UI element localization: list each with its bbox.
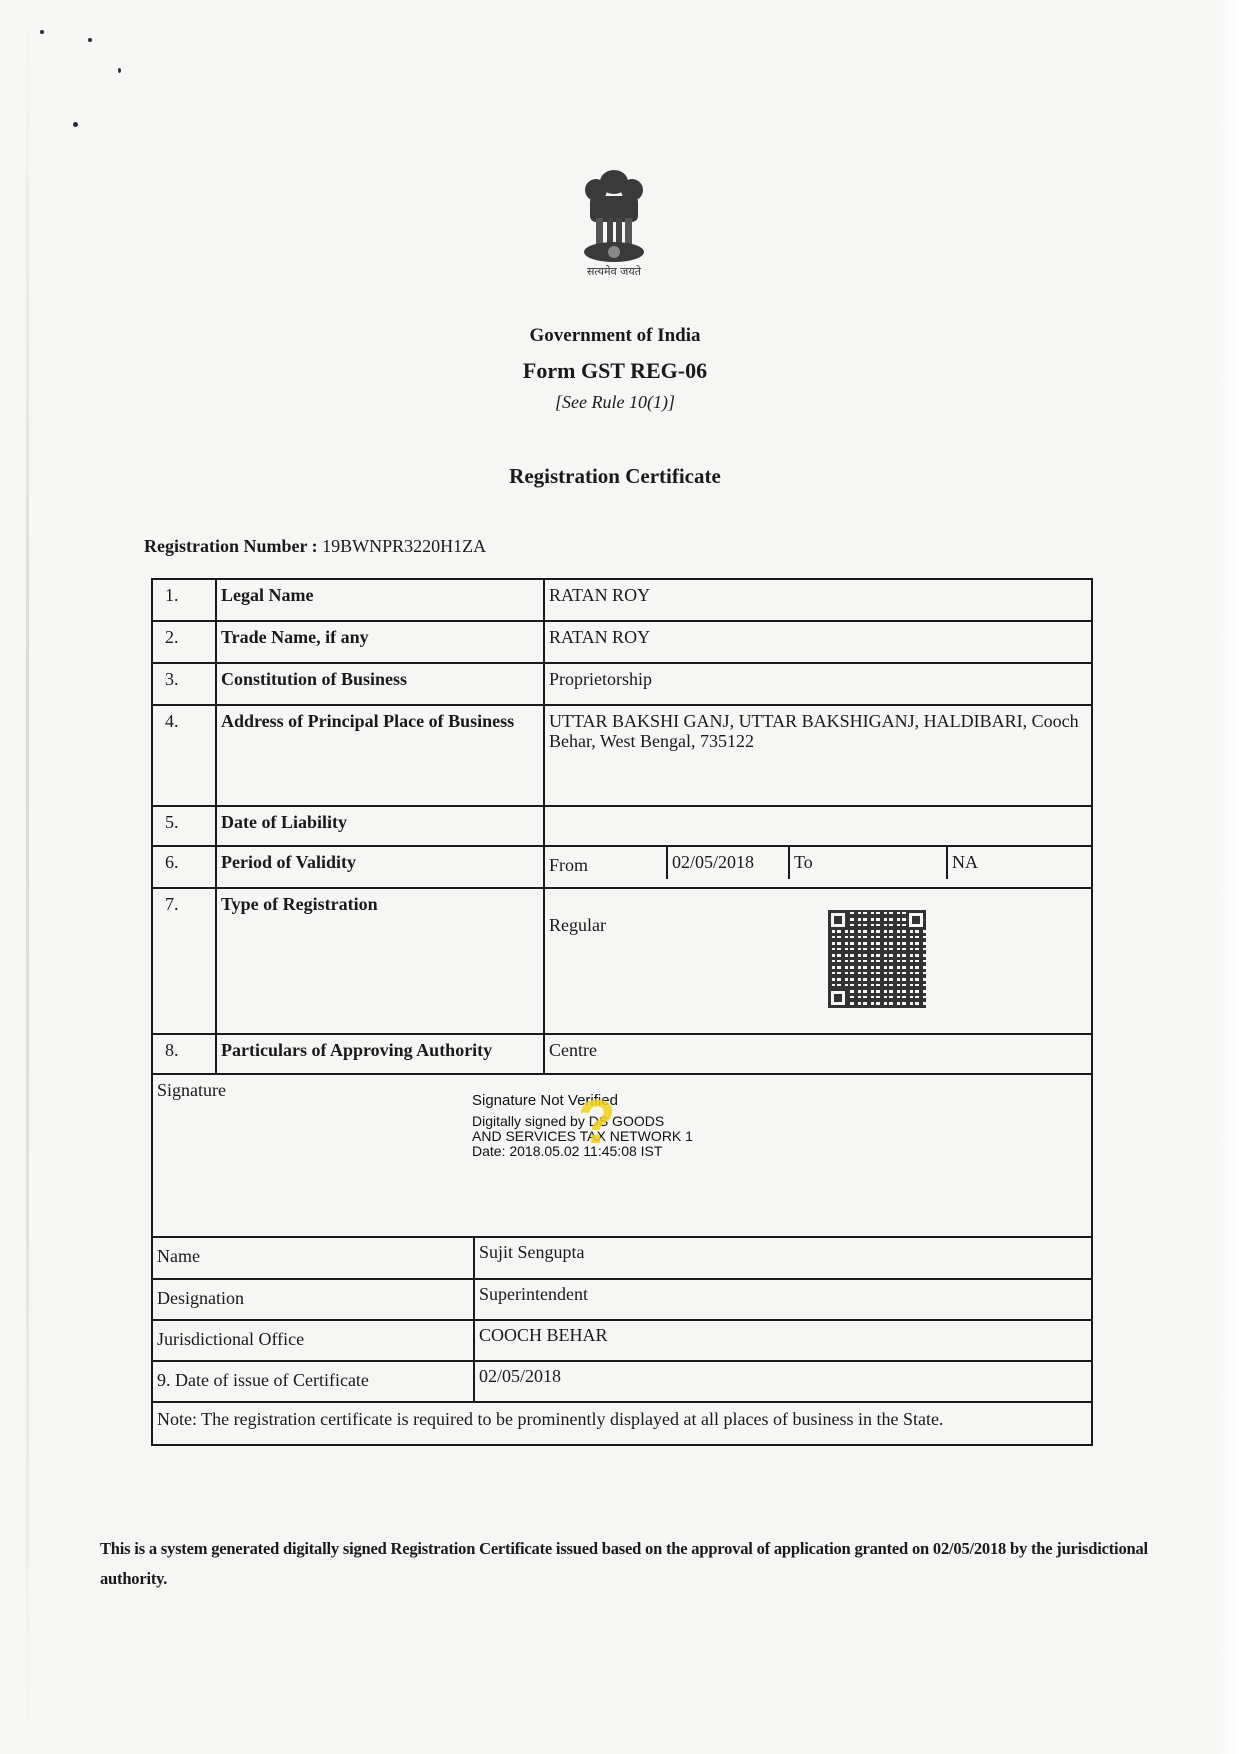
field-value: Proprietorship bbox=[544, 663, 1092, 705]
from-value: 02/05/2018 bbox=[667, 847, 789, 879]
field-label: Type of Registration bbox=[216, 888, 544, 1034]
field-label: Address of Principal Place of Business bbox=[216, 705, 544, 806]
row-number: 6. bbox=[152, 846, 216, 888]
note-text: Note: The registration certificate is required to be prominently displayed at all places of business in the State. bbox=[157, 1409, 944, 1429]
field-label: Date of Liability bbox=[216, 806, 544, 846]
table-row bbox=[152, 846, 1092, 888]
officer-value: Sujit Sengupta bbox=[474, 1238, 1091, 1279]
government-heading: Government of India bbox=[529, 325, 701, 346]
field-value: Regular bbox=[544, 888, 1092, 1034]
officer-table bbox=[153, 1238, 1091, 1444]
registration-number-value: 19BWNPR3220H1ZA bbox=[322, 536, 487, 556]
officer-label: Jurisdictional Office bbox=[153, 1320, 474, 1361]
table-row bbox=[152, 663, 1092, 705]
officer-label: 9. Date of issue of Certificate bbox=[153, 1361, 474, 1402]
row-number: 4. bbox=[152, 705, 216, 806]
to-value: NA bbox=[947, 847, 1091, 879]
signature-signer-line1: Digitally signed by DS GOODS bbox=[472, 1113, 665, 1129]
table-row bbox=[152, 888, 1092, 1034]
national-emblem-icon bbox=[574, 160, 654, 280]
signature-date: Date: 2018.05.02 11:45:08 IST bbox=[472, 1143, 663, 1159]
signature-signer-line2: AND SERVICES TAX NETWORK 1 bbox=[472, 1128, 693, 1144]
officer-label: Name bbox=[153, 1238, 474, 1279]
validity-cell bbox=[544, 846, 1092, 888]
officer-value: 02/05/2018 bbox=[474, 1361, 1091, 1402]
note-row bbox=[153, 1402, 1091, 1444]
table-row bbox=[152, 621, 1092, 663]
officer-value: Superintendent bbox=[474, 1279, 1091, 1320]
row-number: 2. bbox=[152, 621, 216, 663]
table-row bbox=[152, 1034, 1092, 1074]
officer-row bbox=[153, 1279, 1091, 1320]
signature-status: Signature Not Verified bbox=[472, 1092, 618, 1109]
validity-table bbox=[545, 847, 1091, 879]
officer-row bbox=[153, 1320, 1091, 1361]
row-number: 7. bbox=[152, 888, 216, 1034]
row-number: 8. bbox=[152, 1034, 216, 1074]
signature-unverified-icon: ? bbox=[578, 1088, 616, 1157]
officer-row bbox=[153, 1361, 1091, 1402]
field-value: RATAN ROY bbox=[544, 621, 1092, 663]
field-label: Period of Validity bbox=[216, 846, 544, 888]
field-label: Constitution of Business bbox=[216, 663, 544, 705]
field-value: Centre bbox=[544, 1034, 1092, 1074]
scan-edge bbox=[26, 0, 29, 1754]
field-value: RATAN ROY bbox=[544, 579, 1092, 621]
page-title: Registration Certificate bbox=[509, 464, 721, 488]
scan-speck bbox=[118, 68, 121, 73]
registration-number-label: Registration Number : bbox=[144, 536, 318, 556]
table-row bbox=[152, 705, 1092, 806]
footer-disclaimer: This is a system generated digitally signed Registration Certificate issued based on the approval of application granted on 02/05/2018 by the jurisdictional authority. bbox=[100, 1539, 1148, 1588]
field-label: Legal Name bbox=[216, 579, 544, 621]
rule-reference: [See Rule 10(1)] bbox=[555, 392, 675, 412]
field-label: Particulars of Approving Authority bbox=[216, 1034, 544, 1074]
table-row bbox=[152, 806, 1092, 846]
registration-number bbox=[144, 536, 486, 557]
officer-row bbox=[153, 1238, 1091, 1279]
to-label: To bbox=[789, 847, 947, 879]
row-number: 5. bbox=[152, 806, 216, 846]
scan-speck bbox=[88, 38, 92, 42]
officer-label: Designation bbox=[153, 1279, 474, 1320]
signature-label: Signature bbox=[152, 1074, 1092, 1237]
table-row bbox=[152, 579, 1092, 621]
row-number: 1. bbox=[152, 579, 216, 621]
scan-speck bbox=[73, 122, 78, 127]
from-label: From bbox=[549, 855, 589, 875]
row-number: 3. bbox=[152, 663, 216, 705]
qr-code-icon bbox=[828, 910, 926, 1008]
field-label: Trade Name, if any bbox=[216, 621, 544, 663]
table-row bbox=[152, 1237, 1092, 1445]
scan-speck bbox=[40, 30, 44, 34]
officer-value: COOCH BEHAR bbox=[474, 1320, 1091, 1361]
field-value bbox=[544, 806, 1092, 846]
certificate-table bbox=[151, 578, 1093, 1446]
form-heading: Form GST REG-06 bbox=[522, 358, 708, 383]
emblem-motto: सत्यमेव जयते bbox=[586, 265, 641, 278]
field-value: UTTAR BAKSHI GANJ, UTTAR BAKSHIGANJ, HALDIBARI, Cooch Behar, West Bengal, 735122 bbox=[544, 705, 1092, 806]
scan-margin bbox=[1213, 0, 1241, 1754]
